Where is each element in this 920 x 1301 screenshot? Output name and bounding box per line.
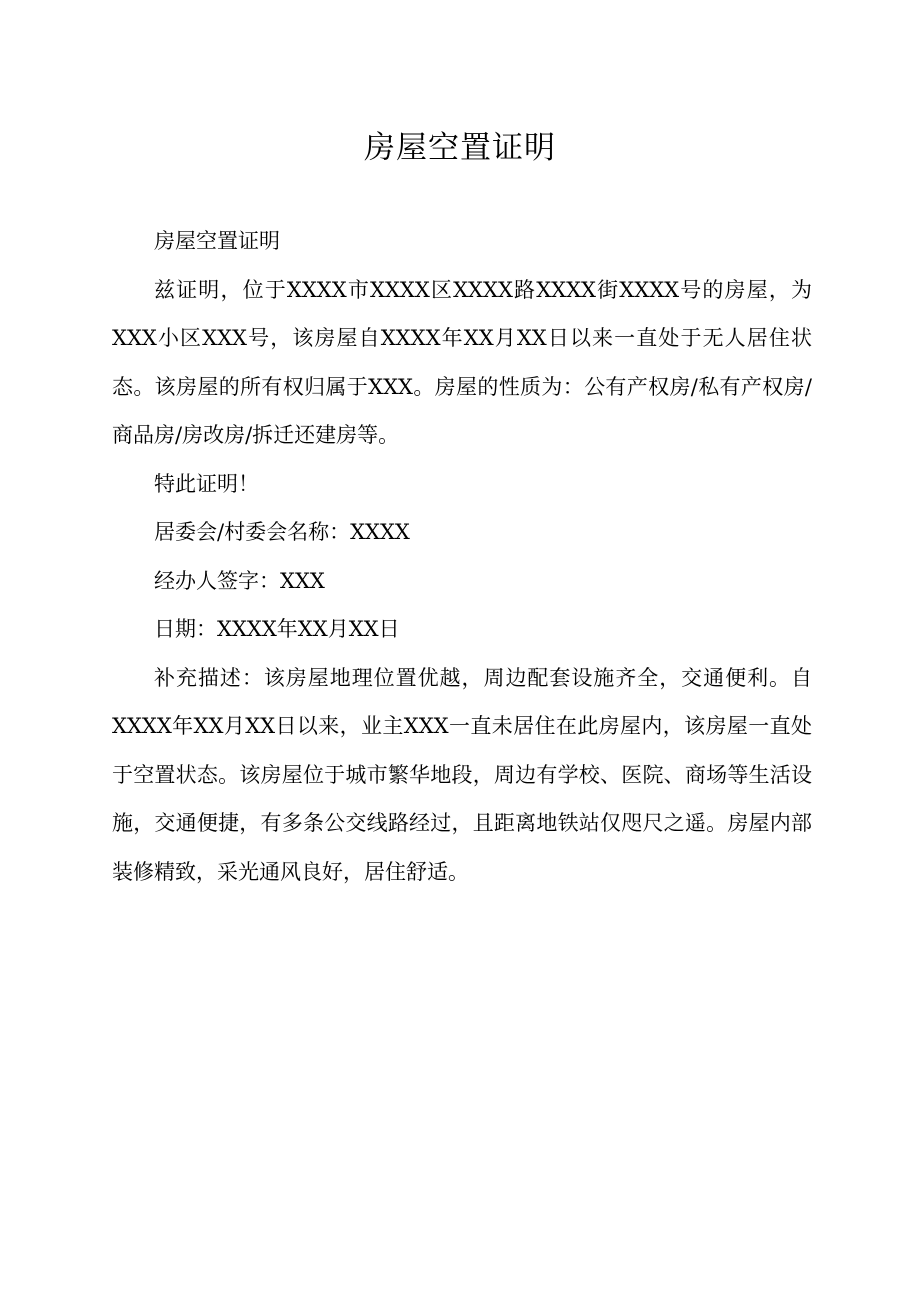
document-body [112, 217, 812, 896]
paragraph-closing: 特此证明！ [154, 471, 259, 496]
paragraph-date: 日期：XXXX年XX月XX日 [154, 617, 400, 641]
paragraph-heading: 房屋空置证明 [154, 229, 280, 253]
paragraph-committee-name: 居委会/村委会名称：XXXX [154, 520, 410, 544]
paragraph-certification: 兹证明，位于XXXX市XXXX区XXXX路XXXX街XXXX号的房屋，为XXX小区XXX号，该房屋自XXXX年XX月XX日以来一直处于无人居住状态。该房屋的所有权归属于XXX。房屋的性质为：公有产权房/私有产权房/商品房/房改房/拆迁还建房等。 [112, 277, 812, 447]
document-title: 房屋空置证明 [364, 130, 556, 166]
paragraph-supplement: 补充描述：该房屋地理位置优越，周边配套设施齐全，交通便利。自XXXX年XX月XX日以来，业主XXX一直未居住在此房屋内，该房屋一直处于空置状态。该房屋位于城市繁华地段，周边有学校、医院、商场等生活设施，交通便捷，有多条公交线路经过，且距离地铁站仅咫尺之遥。房屋内部装修精致，采光通风良好，居住舒适。 [112, 665, 812, 884]
paragraph-signature: 经办人签字：XXX [154, 568, 325, 593]
